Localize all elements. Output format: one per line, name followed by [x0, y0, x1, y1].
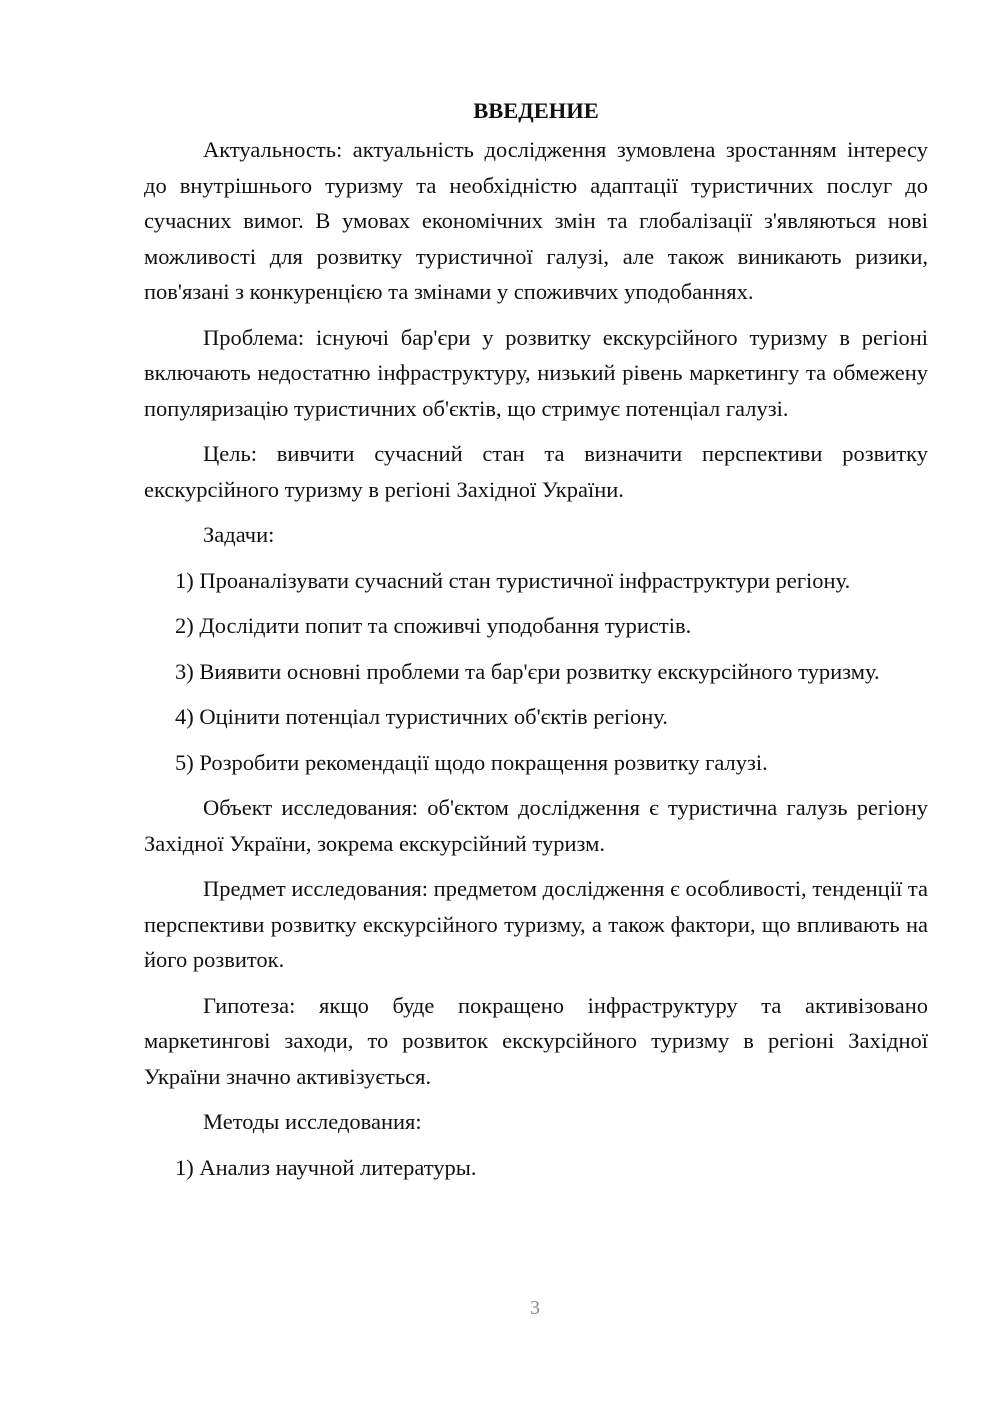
- section-heading: ВВЕДЕНИЕ: [473, 98, 599, 123]
- problem-paragraph: Проблема: існуючі бар'єри у розвитку екскурсійного туризму в регіоні включають недостатню інфраструктуру, низький рівень маркетингу та обмежену популяризацію туристичних об'єктів, що стримує потенціал галузі.: [144, 324, 928, 421]
- task-item: 2) Дослідити попит та споживчі уподобання туристів.: [175, 613, 692, 638]
- hypothesis-paragraph: Гипотеза: якщо буде покращено інфраструктуру та активізовано маркетингові заходи, то розвиток екскурсійного туризму в регіоні Західної України значно активізується.: [144, 992, 928, 1089]
- goal-paragraph: Цель: вивчити сучасний стан та визначити перспективи розвитку екскурсійного туризму в регіоні Західної України.: [144, 441, 928, 502]
- task-item: 3) Виявити основні проблеми та бар'єри розвитку екскурсійного туризму.: [175, 658, 880, 684]
- subject-paragraph: Предмет исследования: предметом дослідження є особливості, тенденції та перспективи розвитку екскурсійного туризму, а також фактори, що впливають на його розвиток.: [144, 876, 928, 972]
- task-item: 5) Розробити рекомендації щодо покращення розвитку галузі.: [175, 749, 768, 775]
- page-body: [144, 93, 928, 1195]
- page-number: 3: [530, 1297, 540, 1319]
- task-item: 1) Проаналізувати сучасний стан туристичної інфраструктури регіону.: [175, 567, 851, 593]
- tasks-label: Задачи:: [203, 522, 275, 547]
- method-item: 1) Анализ научной литературы.: [175, 1154, 477, 1180]
- relevance-paragraph: Актуальность: актуальність дослідження зумовлена зростанням інтересу до внутрішнього туризму та необхідністю адаптації туристичних послуг до сучасних вимог. В умовах економічних змін та глобалізації з'являються нові можливості для розвитку туристичної галузі, але також виникають ризики, пов'язані з конкуренцією та змінами у споживчих уподобаннях.: [144, 137, 928, 304]
- task-item: 4) Оцінити потенціал туристичних об'єктів регіону.: [175, 704, 668, 729]
- object-paragraph: Объект исследования: об'єктом дослідження є туристична галузь регіону Західної України, зокрема екскурсійний туризм.: [144, 795, 928, 856]
- methods-label: Методы исследования:: [203, 1109, 422, 1134]
